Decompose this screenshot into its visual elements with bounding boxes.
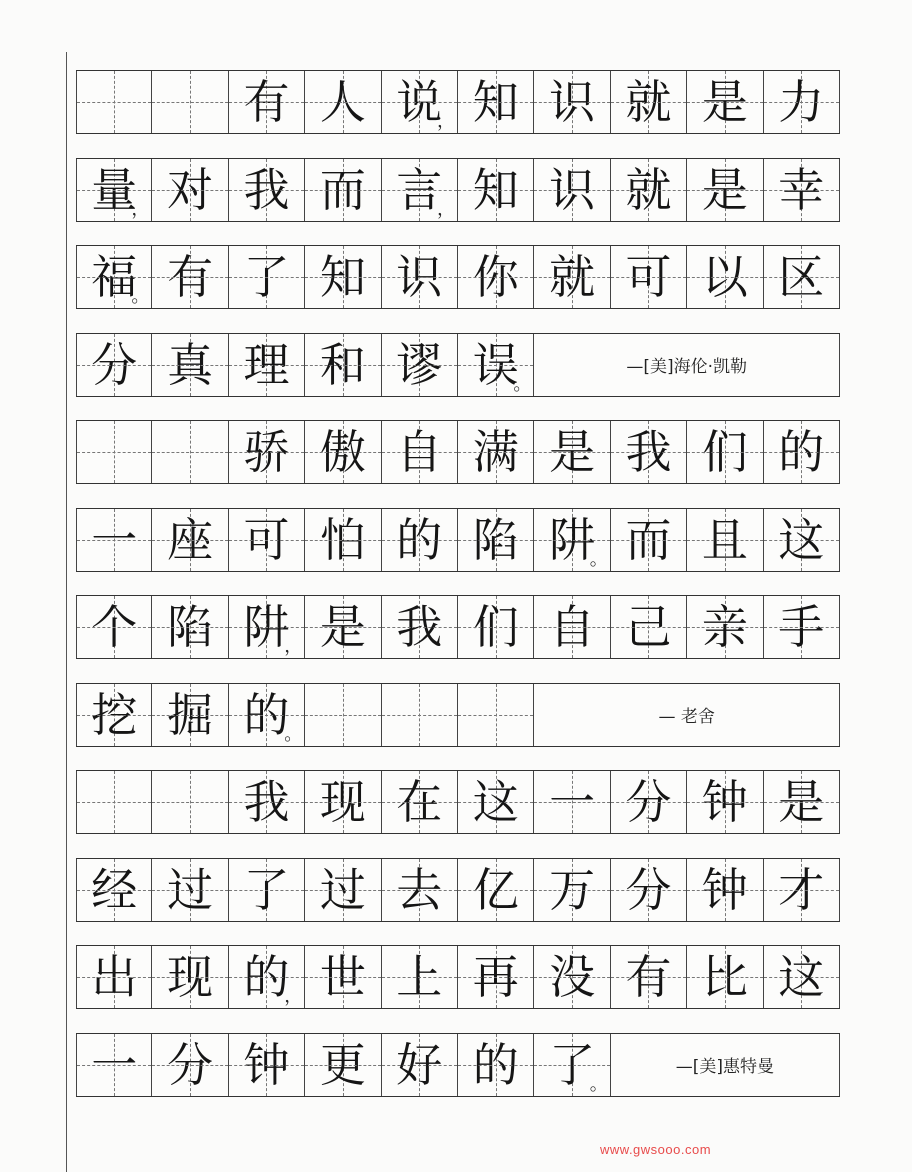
grid-cell (229, 246, 305, 308)
practice-character: 而 (625, 512, 672, 567)
practice-character: 再 (472, 950, 519, 1004)
practice-character: 这 (472, 775, 519, 829)
grid-cell (305, 596, 381, 658)
grid-row (76, 420, 840, 484)
quote-attribution: —[美]惠特曼 (675, 1057, 775, 1077)
grid-cell (687, 246, 763, 308)
grid-cell (229, 159, 305, 221)
grid-cell (229, 596, 305, 658)
grid-row (76, 508, 840, 572)
grid-cell (764, 771, 840, 833)
practice-character: 言 (396, 162, 443, 217)
grid-cell (305, 71, 381, 133)
practice-character: 识 (396, 250, 443, 304)
practice-character: 和 (319, 337, 366, 392)
grid-cell (534, 246, 610, 308)
practice-character: 这 (778, 950, 825, 1004)
grid-cell (458, 946, 534, 1008)
grid-cell (382, 771, 458, 833)
quote-attribution: —[美]海伦·凯勒 (626, 357, 748, 377)
grid-cell (229, 684, 305, 746)
practice-character: 了 (549, 1037, 596, 1092)
grid-cell (152, 771, 228, 833)
practice-character: 就 (625, 162, 672, 217)
practice-character: 是 (701, 162, 748, 217)
grid-cell (458, 246, 534, 308)
practice-character (77, 421, 151, 483)
grid-cell (458, 596, 534, 658)
practice-character (77, 771, 151, 833)
grid-cell (534, 159, 610, 221)
grid-cell (382, 71, 458, 133)
practice-character: 有 (243, 75, 290, 129)
grid-cell (229, 1034, 305, 1096)
grid-cell (229, 859, 305, 921)
grid-cell (534, 71, 610, 133)
practice-character: 的 (243, 950, 290, 1004)
practice-character: 钟 (701, 775, 748, 829)
grid-cell (152, 684, 228, 746)
grid-cell (152, 246, 228, 308)
grid-cell (305, 334, 381, 396)
grid-cell (764, 159, 840, 221)
grid-cell (152, 334, 228, 396)
grid-cell (534, 1034, 610, 1096)
grid-cell (229, 71, 305, 133)
grid-cell (76, 509, 152, 571)
grid-cell (458, 859, 534, 921)
practice-character: 且 (701, 512, 748, 567)
grid-cell (382, 946, 458, 1008)
grid-cell (764, 596, 840, 658)
grid-cell (305, 246, 381, 308)
grid-row (76, 858, 840, 922)
practice-character: 们 (701, 425, 748, 479)
grid-cell (152, 71, 228, 133)
practice-character: 座 (167, 512, 214, 567)
grid-cell (76, 771, 152, 833)
grid-cell (229, 421, 305, 483)
practice-character: 以 (701, 250, 748, 304)
grid-cell (76, 596, 152, 658)
practice-character: 才 (778, 862, 825, 917)
practice-character: 我 (396, 600, 443, 654)
grid-cell (687, 159, 763, 221)
grid-cell (76, 859, 152, 921)
practice-character: 自 (396, 425, 443, 479)
practice-character: 知 (472, 162, 519, 217)
practice-character: 的 (243, 687, 290, 742)
practice-character: 你 (472, 250, 519, 304)
grid-cell (534, 946, 610, 1008)
grid-cell (229, 509, 305, 571)
practice-character: 知 (472, 75, 519, 129)
practice-character: 这 (778, 512, 825, 567)
grid-cell (382, 159, 458, 221)
punctuation-mark: 。 (284, 723, 303, 745)
grid-cell (305, 684, 381, 746)
practice-character: 的 (778, 425, 825, 479)
practice-character: 分 (625, 862, 672, 917)
grid-cell (687, 421, 763, 483)
practice-character: 真 (167, 337, 214, 392)
grid-row (76, 1033, 840, 1097)
grid-cell (152, 596, 228, 658)
practice-character (382, 684, 457, 746)
practice-character: 没 (549, 950, 596, 1004)
grid-cell (458, 1034, 534, 1096)
attribution-cell (611, 1034, 840, 1096)
punctuation-mark: 。 (131, 286, 150, 307)
practice-character: 理 (243, 337, 290, 392)
practice-character: 而 (319, 162, 366, 217)
grid-cell (382, 509, 458, 571)
grid-cell (229, 334, 305, 396)
practice-character: 个 (91, 600, 138, 654)
practice-character: 亲 (701, 600, 748, 654)
practice-character: 可 (243, 512, 290, 567)
punctuation-mark: 。 (513, 373, 532, 395)
practice-character: 区 (778, 250, 825, 304)
practice-character: 是 (549, 425, 596, 479)
page-edge-line (66, 52, 67, 1172)
practice-character: 是 (701, 75, 748, 129)
practice-character: 去 (396, 862, 443, 917)
practice-character: 说 (396, 75, 443, 129)
practice-character: 出 (91, 950, 138, 1004)
practice-character (458, 684, 533, 746)
grid-cell (611, 859, 687, 921)
practice-character (152, 71, 227, 133)
grid-cell (687, 946, 763, 1008)
practice-character: 好 (396, 1037, 443, 1092)
punctuation-mark: 。 (589, 1073, 608, 1095)
practice-character: 福 (91, 250, 138, 304)
grid-cell (534, 771, 610, 833)
grid-cell (382, 596, 458, 658)
practice-character: 人 (319, 75, 366, 129)
grid-cell (611, 946, 687, 1008)
practice-character: 识 (549, 162, 596, 217)
practice-character: 可 (625, 250, 672, 304)
practice-character: 己 (625, 600, 672, 654)
attribution-cell (534, 334, 840, 396)
practice-character: 现 (167, 950, 214, 1004)
practice-character: 傲 (319, 425, 366, 479)
practice-character: 分 (91, 337, 138, 392)
practice-character: 了 (243, 250, 290, 304)
practice-character: 钟 (243, 1037, 290, 1092)
grid-cell (229, 946, 305, 1008)
grid-row (76, 158, 840, 222)
punctuation-mark: ， (436, 111, 455, 132)
grid-cell (687, 71, 763, 133)
grid-cell (534, 509, 610, 571)
grid-row (76, 70, 840, 134)
grid-cell (76, 1034, 152, 1096)
practice-character: 现 (319, 775, 366, 829)
grid-cell (305, 859, 381, 921)
practice-character: 对 (167, 162, 214, 217)
watermark: www.gwsooo.com (600, 1142, 712, 1157)
grid-cell (305, 509, 381, 571)
grid-cell (305, 1034, 381, 1096)
practice-character: 陷 (472, 512, 519, 567)
practice-character: 亿 (472, 862, 519, 917)
grid-cell (458, 421, 534, 483)
practice-character: 骄 (243, 425, 290, 479)
practice-character: 钟 (701, 862, 748, 917)
practice-character: 在 (396, 775, 443, 829)
practice-character: 经 (91, 862, 138, 917)
grid-row (76, 333, 840, 397)
grid-cell (76, 421, 152, 483)
grid-cell (152, 509, 228, 571)
practice-character: 识 (549, 75, 596, 129)
grid-cell (611, 71, 687, 133)
grid-cell (152, 421, 228, 483)
practice-character: 就 (625, 75, 672, 129)
grid-cell (305, 946, 381, 1008)
practice-character (152, 771, 227, 833)
practice-character: 幸 (778, 162, 825, 217)
grid-cell (382, 246, 458, 308)
grid-cell (458, 509, 534, 571)
punctuation-mark: ， (284, 636, 303, 657)
practice-character: 过 (167, 862, 214, 917)
grid-cell (382, 684, 458, 746)
grid-cell (229, 771, 305, 833)
grid-cell (611, 596, 687, 658)
grid-cell (611, 509, 687, 571)
practice-character: 我 (243, 162, 290, 217)
grid-cell (534, 596, 610, 658)
practice-character: 量 (91, 162, 138, 217)
practice-character: 怕 (319, 512, 366, 567)
grid-cell (76, 334, 152, 396)
practice-character: 阱 (549, 512, 596, 567)
practice-character: 分 (167, 1037, 214, 1092)
practice-character: 们 (472, 600, 519, 654)
grid-cell (764, 421, 840, 483)
grid-cell (152, 159, 228, 221)
practice-character: 谬 (396, 337, 443, 392)
practice-character (152, 421, 227, 483)
practice-character: 万 (549, 862, 596, 917)
grid-cell (382, 334, 458, 396)
grid-cell (458, 684, 534, 746)
grid-cell (611, 246, 687, 308)
practice-character: 我 (243, 775, 290, 829)
grid-cell (687, 859, 763, 921)
grid-cell (764, 71, 840, 133)
punctuation-mark: ， (131, 198, 150, 220)
grid-cell (305, 421, 381, 483)
practice-character: 知 (319, 250, 366, 304)
practice-character: 满 (472, 425, 519, 479)
grid-cell (764, 246, 840, 308)
grid-cell (687, 771, 763, 833)
grid-cell (687, 596, 763, 658)
practice-character: 世 (319, 950, 366, 1004)
punctuation-mark: 。 (589, 548, 608, 570)
punctuation-mark: ， (284, 986, 303, 1007)
grid-cell (152, 1034, 228, 1096)
practice-character: 是 (778, 775, 825, 829)
grid-row (76, 945, 840, 1009)
practice-character: 有 (625, 950, 672, 1004)
practice-character: 比 (701, 950, 748, 1004)
grid-cell (611, 421, 687, 483)
practice-character: 误 (472, 337, 519, 392)
grid-row (76, 595, 840, 659)
practice-character: 了 (243, 862, 290, 917)
grid-cell (382, 859, 458, 921)
grid-cell (76, 159, 152, 221)
practice-character: 自 (549, 600, 596, 654)
quote-attribution: — 老舍 (658, 707, 715, 727)
practice-character: 力 (778, 75, 825, 129)
grid-cell (152, 859, 228, 921)
grid-cell (534, 859, 610, 921)
practice-character: 一 (91, 512, 138, 567)
practice-character: 的 (472, 1037, 519, 1092)
grid-cell (611, 771, 687, 833)
grid-cell (611, 159, 687, 221)
grid-cell (76, 946, 152, 1008)
punctuation-mark: ， (436, 198, 455, 220)
practice-character: 过 (319, 862, 366, 917)
grid-cell (534, 421, 610, 483)
grid-cell (152, 946, 228, 1008)
grid-cell (305, 771, 381, 833)
practice-character: 陷 (167, 600, 214, 654)
practice-character: 一 (549, 775, 596, 829)
practice-character: 有 (167, 250, 214, 304)
grid-cell (382, 421, 458, 483)
grid-cell (458, 771, 534, 833)
grid-cell (458, 334, 534, 396)
practice-character: 的 (396, 512, 443, 567)
practice-character: 阱 (243, 600, 290, 654)
practice-character: 就 (549, 250, 596, 304)
practice-character: 手 (778, 600, 825, 654)
practice-character: 掘 (167, 687, 214, 742)
grid-cell (687, 509, 763, 571)
practice-character: 我 (625, 425, 672, 479)
practice-character: 挖 (91, 687, 138, 742)
grid-cell (764, 509, 840, 571)
grid-cell (764, 859, 840, 921)
grid-row (76, 245, 840, 309)
grid-cell (76, 684, 152, 746)
grid-cell (458, 71, 534, 133)
grid-cell (76, 246, 152, 308)
practice-character: 更 (319, 1037, 366, 1092)
grid-cell (458, 159, 534, 221)
practice-character (77, 71, 151, 133)
practice-character (305, 684, 380, 746)
practice-character: 是 (319, 600, 366, 654)
practice-character: 一 (91, 1037, 138, 1092)
grid-cell (305, 159, 381, 221)
grid-cell (382, 1034, 458, 1096)
practice-character: 分 (625, 775, 672, 829)
grid-cell (76, 71, 152, 133)
practice-character: 上 (396, 950, 443, 1004)
grid-row (76, 770, 840, 834)
attribution-cell (534, 684, 840, 746)
grid-row (76, 683, 840, 747)
grid-cell (764, 946, 840, 1008)
